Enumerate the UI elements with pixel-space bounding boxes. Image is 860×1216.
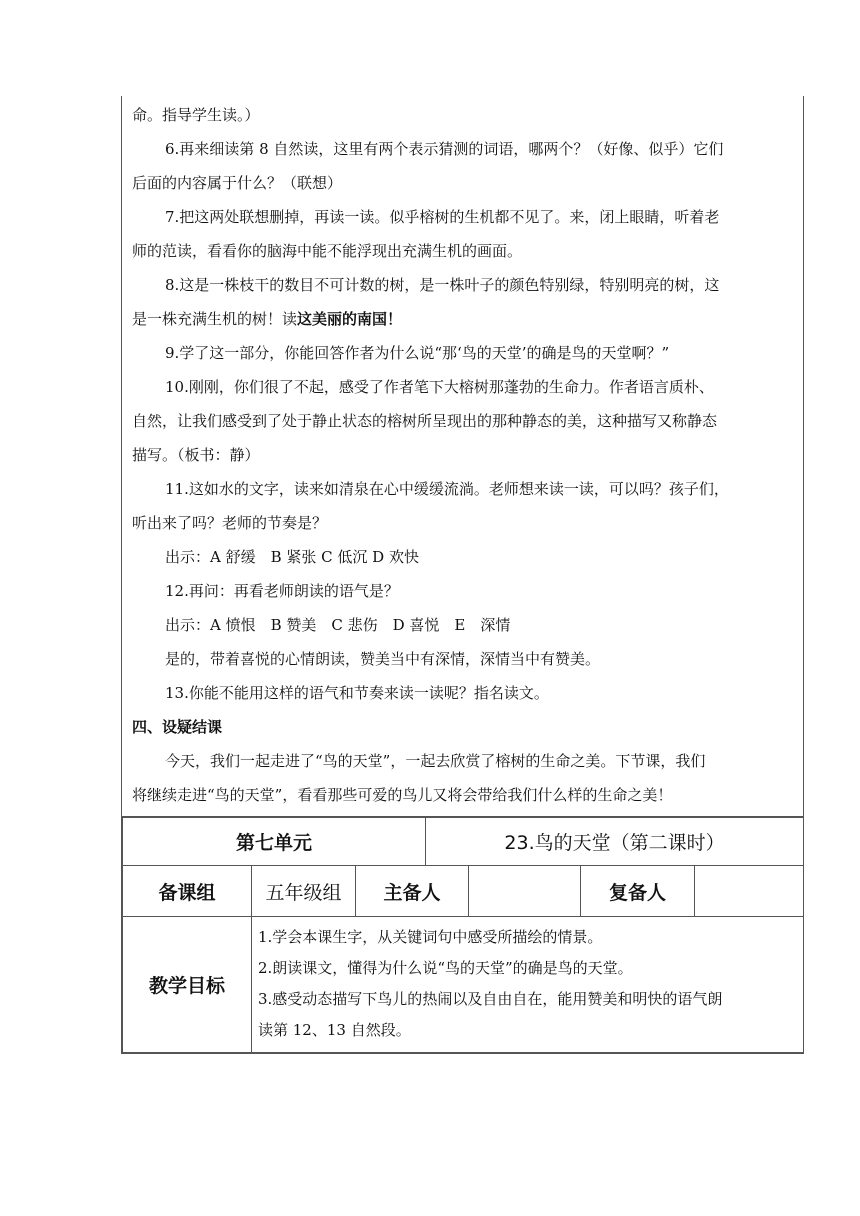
lesson-title: 23.鸟的天堂（第二课时） [426,818,804,866]
content-line: 出示：A 愤恨 B 赞美 C 悲伤 D 喜悦 E 深情 [165,616,511,634]
content-line: 11.这如水的文字，读来如清泉在心中缓缓流淌。老师想来读一读，可以吗？孩子们， [165,480,729,498]
goal-item: 2.朗读课文，懂得为什么说“鸟的天堂”的确是鸟的天堂。 [258,959,633,977]
content-line: 10.刚刚，你们很了不起，感受了作者笔下大榕树那蓬勃的生命力。作者语言质朴、 [165,378,714,396]
lesson-content-cell [121,96,804,817]
content-line: 后面的内容属于什么？（联想） [132,174,343,192]
prep-group-value: 五年级组 [252,866,356,917]
content-line: 命。指导学生读。） [132,106,260,124]
content-line: 师的范读，看看你的脑海中能不能浮现出充满生机的画面。 [132,242,523,260]
unit-title: 第七单元 [123,818,426,866]
reviewer-label: 复备人 [581,866,695,917]
content-line: 听出来了吗？老师的节奏是？ [132,514,328,532]
lesson-header-table [121,816,804,1054]
content-line: 13.你能不能用这样的语气和节奏来读一读呢？指名读文。 [165,684,549,702]
content-line: 是的，带着喜悦的心情朗读，赞美当中有深情，深情当中有赞美。 [165,650,601,668]
content-line: 12.再问：再看老师朗读的语气是？ [165,582,399,600]
teaching-goals-label: 教学目标 [123,917,252,1053]
section-heading: 四、设疑结课 [132,718,223,736]
prep-group-label: 备课组 [123,866,252,917]
content-bold-text: 这美丽的南国！ [297,310,403,328]
content-line: 今天，我们一起走进了“鸟的天堂”，一起去欣赏了榕树的生命之美。下节课，我们 [165,752,706,770]
content-line: 9.学了这一部分，你能回答作者为什么说“那‘鸟的天堂’的确是鸟的天堂啊？” [165,344,670,362]
goal-item: 1.学会本课生字，从关键词句中感受所描绘的情景。 [258,928,603,946]
content-line-mixed [122,309,805,329]
content-line: 8.这是一株枝干的数目不可计数的树，是一株叶子的颜色特别绿，特别明亮的树，这 [165,276,720,294]
lead-teacher-value [469,866,581,917]
content-line: 7.把这两处联想删掉，再读一读。似乎榕树的生机都不见了。来，闭上眼睛，听着老 [165,208,720,226]
content-text: 是一株充满生机的树！读 [132,310,298,328]
content-line: 描写。（板书：静） [132,446,260,464]
lead-teacher-label: 主备人 [356,866,469,917]
goal-item: 读第 12、13 自然段。 [258,1021,411,1039]
content-line: 出示：A 舒缓 B 紧张 C 低沉 D 欢快 [165,548,419,566]
teaching-goals-cell [252,917,804,1053]
content-line: 6.再来细读第 8 自然读，这里有两个表示猜测的词语，哪两个？（好像、似乎）它们 [165,140,724,158]
content-line: 自然，让我们感受到了处于静止状态的榕树所呈现出的那种静态的美，这种描写又称静态 [132,412,718,430]
reviewer-value [695,866,804,917]
goal-item: 3.感受动态描写下鸟儿的热闹以及自由自在，能用赞美和明快的语气朗 [258,990,723,1008]
content-line: 将继续走进“鸟的天堂”，看看那些可爱的鸟儿又将会带给我们什么样的生命之美！ [132,786,673,804]
